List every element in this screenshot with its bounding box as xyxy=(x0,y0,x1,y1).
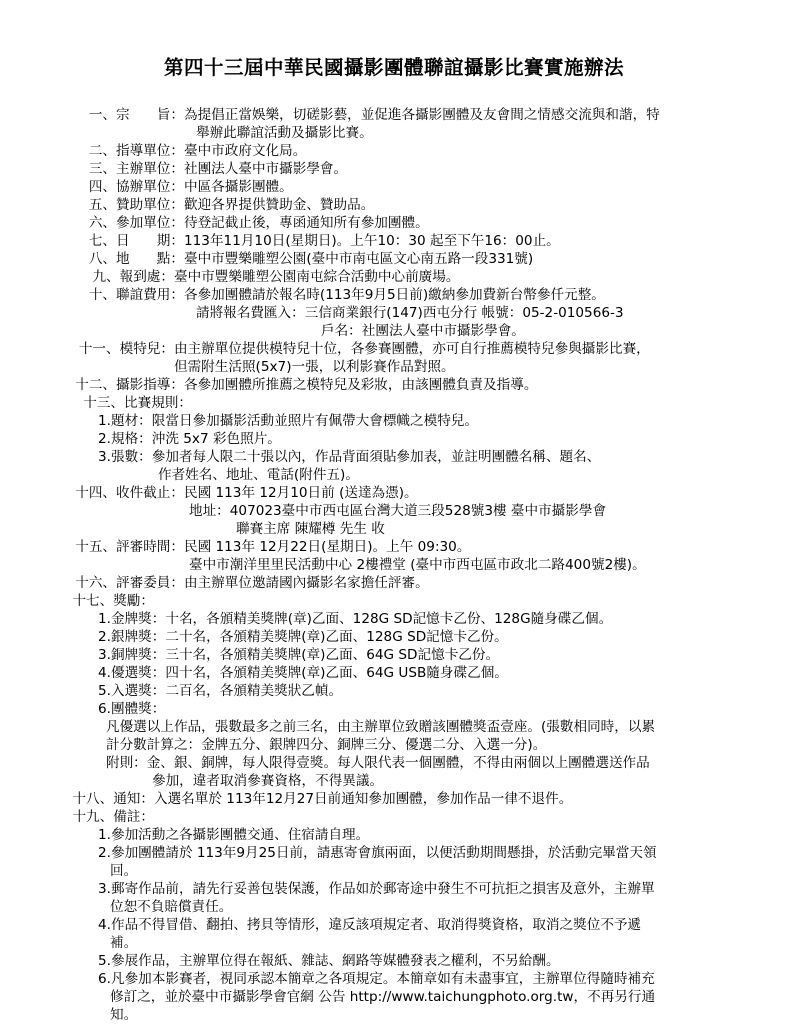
section-label: 五、贊助單位： xyxy=(88,197,184,213)
section-label: 六、參加單位： xyxy=(88,215,184,231)
list-item: 3.郵寄作品前，請先行妥善包裝保護，作品如於郵寄途中發生不可抗拒之損害及意外，主辦單 xyxy=(98,881,655,897)
list-item: 2.參加團體請於 113年9月25日前，請惠寄會旗兩面，以便活動期間懸掛，於活動完畢當天領 xyxy=(98,845,657,861)
list-item: 3.銅牌獎：三十名，各頒精美獎牌(章)乙面、64G SD記憶卡乙份。 xyxy=(98,647,500,663)
section-label: 九、報到處： xyxy=(92,269,174,285)
section-label: 十四、收件截止： xyxy=(75,485,184,501)
section-label: 十、聯誼費用： xyxy=(88,287,184,303)
list-item: 位恕不負賠償責任。 xyxy=(110,899,233,915)
section-label: 十七、獎勵： xyxy=(72,593,154,609)
section-label: 八、地 點： xyxy=(88,251,184,267)
section-label: 十二、攝影指導： xyxy=(75,377,184,393)
section-text: 地址：407023臺中市西屯區台灣大道三段528號3樓 臺中市攝影學會 xyxy=(189,503,607,519)
list-item: 1.參加活動之各攝影團體交通、住宿請自理。 xyxy=(98,827,370,843)
section-text: 臺中市豐樂雕塑公園(臺中市南屯區文心南五路一段331號) xyxy=(184,251,534,267)
section-label: 十五、評審時間： xyxy=(75,539,184,555)
list-item: 補。 xyxy=(110,935,138,951)
section-text: 歡迎各界提供贊助金、贊助品。 xyxy=(184,197,375,213)
list-item: 5.參展作品，主辦單位得在報紙、雜誌、網路等媒體發表之權利，不另給酬。 xyxy=(98,953,560,969)
section-text: 各參加團體所推薦之模特兒及彩妝，由該團體負責及指導。 xyxy=(184,377,538,393)
list-item: 計分數計算之：金牌五分、銀牌四分、銅牌三分、優選二分、入選一分)。 xyxy=(106,737,547,753)
section-text: 請將報名費匯入：三信商業銀行(147)西屯分行 帳號：05-2-010566-3 xyxy=(196,305,624,321)
list-item: 參加，違者取消參賽資格，不得異議。 xyxy=(152,773,384,789)
section-text: 各參加團體請於報名時(113年9月5日前)繳納參加費新台幣參仟元整。 xyxy=(184,287,605,303)
section-text: 戶名：社團法人臺中市攝影學會。 xyxy=(321,323,525,339)
section-text: 舉辦此聯誼活動及攝影比賽。 xyxy=(196,125,373,141)
list-item: 5.入選獎：二百名，各頒精美獎狀乙幀。 xyxy=(98,683,343,699)
list-item: 6.團體獎： xyxy=(98,701,166,717)
list-item: 2.規格：沖洗 5x7 彩色照片。 xyxy=(98,431,281,447)
section-text: 臺中市潮洋里里民活動中心 2樓禮堂 (臺中市西屯區市政北二路400號2樓)。 xyxy=(189,557,646,573)
list-item: 1.金牌獎：十名，各頒精美獎牌(章)乙面、128G SD記憶卡乙份、128G隨身碟乙個。 xyxy=(98,611,613,627)
section-text: 入選名單於 113年12月27日前通知參加團體，參加作品一律不退件。 xyxy=(154,791,573,807)
section-text: 中區各攝影團體。 xyxy=(184,179,293,195)
section-text: 由主辦單位邀請國內攝影名家擔任評審。 xyxy=(184,575,429,591)
list-item: 凡優選以上作品，張數最多之前三名，由主辦單位致贈該團體獎盃壹座。(張數相同時，以累 xyxy=(106,719,656,735)
list-item: 1.題材：限當日參加攝影活動並照片有佩帶大會標幟之模特兒。 xyxy=(98,413,478,429)
section-label: 十六、評審委員： xyxy=(75,575,184,591)
section-text: 聯賽主席 陳耀樽 先生 收 xyxy=(236,521,385,537)
section-label: 十八、通知： xyxy=(72,791,154,807)
section-text: 由主辦單位提供模特兒十位，各參賽團體，亦可自行推薦模特兒參與攝影比賽， xyxy=(174,341,650,357)
section-label: 三、主辦單位： xyxy=(88,161,184,177)
list-item: 附則：金、銀、銅牌，每人限得壹獎。每人限代表一個團體，不得由兩個以上團體選送作品 xyxy=(106,755,650,771)
list-item: 知。 xyxy=(110,1007,138,1023)
section-label: 十三、比賽規則： xyxy=(83,395,192,411)
list-item: 2.銀牌獎：二十名，各頒精美獎牌(章)乙面、128G SD記憶卡乙份。 xyxy=(98,629,508,645)
page-title: 第四十三屆中華民國攝影團體聯誼攝影比賽實施辦法 xyxy=(163,56,624,79)
list-item: 4.作品不得冒借、翻拍、拷貝等情形，違反該項規定者、取消得獎資格，取消之獎位不予遞 xyxy=(98,917,642,933)
section-label: 七、日 期： xyxy=(88,233,184,249)
list-item: 4.優選獎：四十名，各頒精美獎牌(章)乙面、64G USB隨身碟乙個。 xyxy=(98,665,508,681)
list-item: 3.張數：參加者每人限二十張以內，作品背面須貼參加表，並註明團體名稱、題名、 xyxy=(98,449,601,465)
section-text: 民國 113年 12月10日前 (送達為憑)。 xyxy=(184,485,418,501)
section-label: 一、宗 旨： xyxy=(88,107,184,123)
section-label: 二、指導單位： xyxy=(88,143,184,159)
section-text: 113年11月10日(星期日)。上午10：30 起至下午16：00止。 xyxy=(184,233,560,249)
section-text: 社團法人臺中市攝影學會。 xyxy=(184,161,348,177)
section-text: 但需附生活照(5x7)一張，以利影賽作品對照。 xyxy=(174,359,455,375)
section-label: 十九、備註： xyxy=(72,809,154,825)
section-label: 四、協辦單位： xyxy=(88,179,184,195)
section-text: 臺中市豐樂雕塑公園南屯綜合活動中心前廣場。 xyxy=(174,269,460,285)
section-text: 待登記截止後，專函通知所有參加團體。 xyxy=(184,215,429,231)
section-text: 臺中市政府文化局。 xyxy=(184,143,307,159)
list-item: 回。 xyxy=(110,863,138,879)
section-text: 民國 113年 12月22日(星期日)。上午 09:30。 xyxy=(184,539,471,555)
section-text: 為提倡正當娛樂，切磋影藝，並促進各攝影團體及友會間之情感交流與和諧，特 xyxy=(184,107,660,123)
list-item: 6.凡參加本影賽者，視同承認本簡章之各項規定。本簡章如有未盡事宜，主辦單位得隨時補充 xyxy=(98,971,655,987)
list-item: 修訂之，並於臺中市攝影學會官網 公告 http://www.taichungphoto.org.tw，不再另行通 xyxy=(110,989,656,1005)
section-label: 十一、模特兒： xyxy=(78,341,174,357)
list-item: 作者姓名、地址、電話(附件五)。 xyxy=(158,467,359,483)
